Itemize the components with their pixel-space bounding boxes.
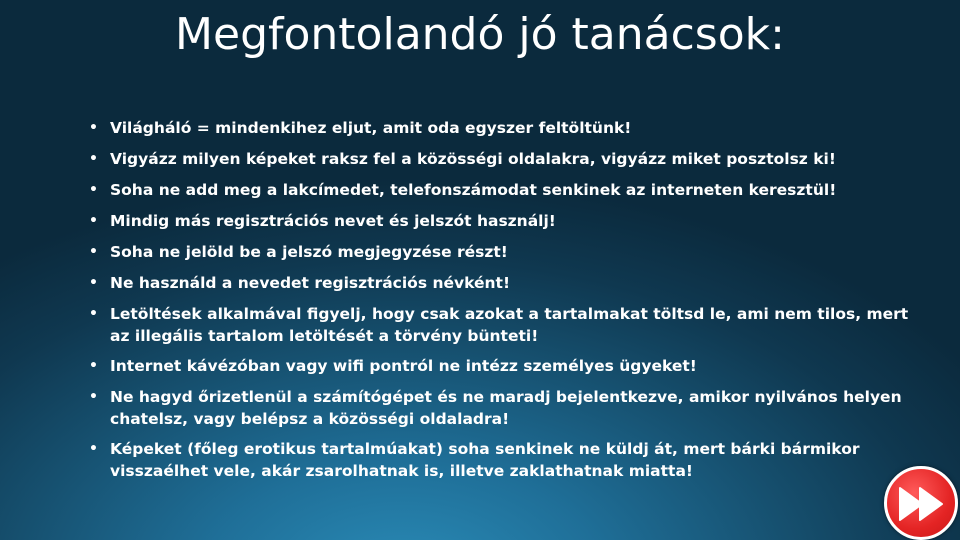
bullet-dot: • — [89, 275, 98, 291]
bullet-dot: • — [89, 358, 98, 374]
bullet-dot: • — [89, 120, 98, 136]
bullet-item — [88, 148, 910, 170]
bullet-text: Ne hagyd őrizetlenül a számítógépet és ne maradj bejelentkezve, amikor nyilvános helyen chatelsz, vagy belépsz a közösségi oldaladra! — [110, 388, 902, 428]
bullet-dot: • — [89, 306, 98, 322]
bullet-item — [88, 386, 910, 430]
bullet-item — [88, 179, 910, 201]
bullet-dot: • — [89, 389, 98, 405]
bullet-item — [88, 272, 910, 294]
bullet-text: Képeket (főleg erotikus tartalmúakat) soha senkinek ne küldj át, mert bárki bármikor visszaélhet vele, akár zsarolhatnak is, illetve zaklathatnak miatta! — [110, 440, 860, 480]
bullet-dot: • — [89, 182, 98, 198]
bullet-text: Letöltések alkalmával figyelj, hogy csak azokat a tartalmakat töltsd le, ami nem tilos, mert az illegális tartalom letöltését a törvény bünteti! — [110, 305, 909, 345]
bullet-text: Világháló = mindenkihez eljut, amit oda egyszer feltöltünk! — [110, 119, 632, 137]
next-slide-button[interactable] — [884, 466, 958, 540]
bullet-text: Soha ne add meg a lakcímedet, telefonszámodat senkinek az interneten keresztül! — [110, 181, 837, 199]
bullet-item — [88, 438, 910, 482]
bullet-list — [88, 117, 910, 490]
bullet-item — [88, 355, 910, 377]
bullet-item — [88, 210, 910, 232]
bullet-text: Mindig más regisztrációs nevet és jelszót használj! — [110, 212, 556, 230]
bullet-item — [88, 241, 910, 263]
bullet-text: Ne használd a nevedet regisztrációs névként! — [110, 274, 511, 292]
bullet-text: Soha ne jelöld be a jelszó megjegyzése részt! — [110, 243, 508, 261]
bullet-text: Vigyázz milyen képeket raksz fel a közösségi oldalakra, vigyázz miket posztolsz ki! — [110, 150, 836, 168]
bullet-dot: • — [89, 441, 98, 457]
bullet-item — [88, 117, 910, 139]
bullet-text: Internet kávézóban vagy wifi pontról ne intézz személyes ügyeket! — [110, 357, 697, 375]
bullet-dot: • — [89, 213, 98, 229]
bullet-item — [88, 303, 910, 347]
bullet-dot: • — [89, 151, 98, 167]
bullet-dot: • — [89, 244, 98, 260]
slide-title: Megfontolandó jó tanácsok: — [175, 9, 785, 60]
fast-forward-icon — [898, 486, 946, 522]
